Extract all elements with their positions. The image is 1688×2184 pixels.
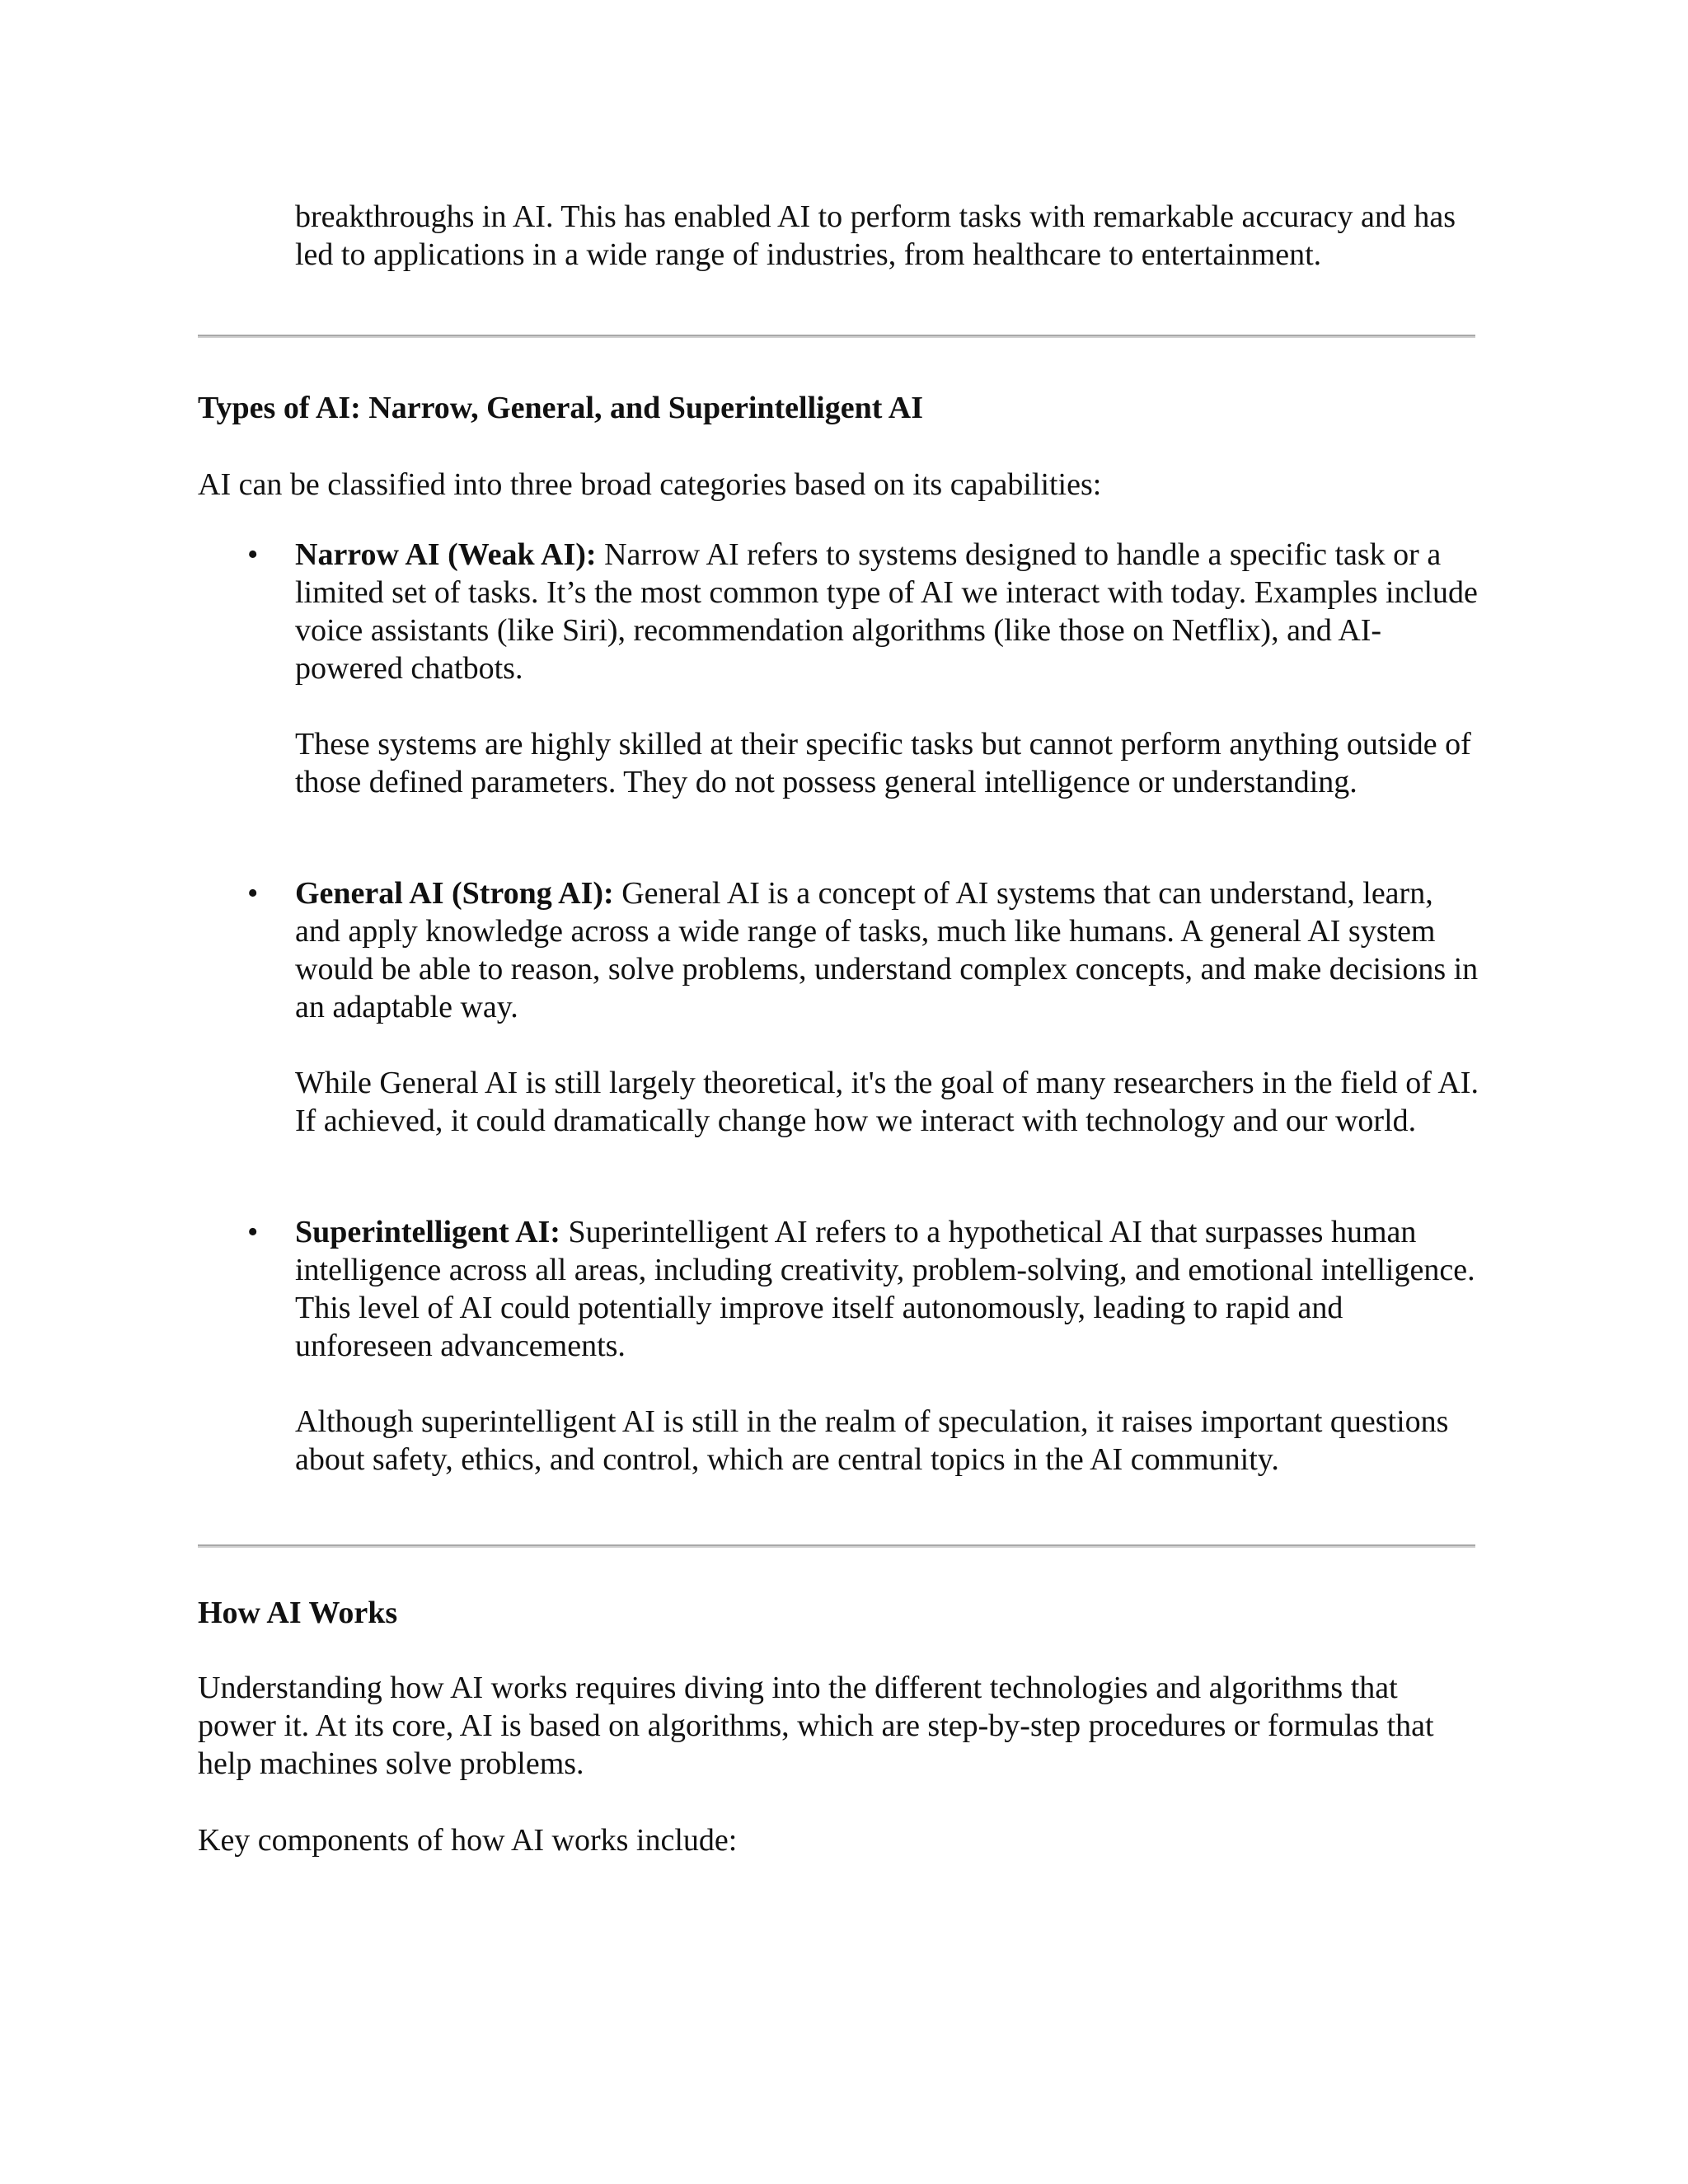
- list-item-paragraph: [295, 874, 1484, 1026]
- list-item-followup: Although superintelligent AI is still in the realm of speculation, it raises important questions about safety, ethics, and control, which are central topics in the AI community.: [295, 1404, 1449, 1477]
- intro-continuation-paragraph: [295, 198, 1482, 274]
- types-lead-paragraph: [198, 466, 1484, 504]
- list-item-followup: While General AI is still largely theoretical, it's the goal of many researchers in the field of AI. If achieved, it could dramatically change how we interact with technology and our world.: [295, 1066, 1479, 1138]
- horizontal-divider: [198, 1544, 1475, 1548]
- bullet-icon: •: [247, 537, 259, 572]
- bullet-icon: •: [247, 1215, 259, 1249]
- key-components-lead: [198, 1821, 1484, 1859]
- list-item-body: [295, 536, 1484, 801]
- list-item-term: General AI (Strong AI):: [295, 876, 614, 911]
- list-item-description: Narrow AI refers to systems designed to handle a specific task or a limited set of tasks. It’s the most common type of AI we interact with today. Examples include voice assistants (like Siri), recommendation algorithms (like those on Netflix), and AI-powered chatbots.: [295, 537, 1478, 686]
- list-item-term: Narrow AI (Weak AI):: [295, 537, 597, 572]
- horizontal-divider: [198, 335, 1475, 338]
- list-item-paragraph: [295, 536, 1484, 687]
- list-item-term: Superintelligent AI:: [295, 1215, 560, 1249]
- intro-continuation-text: breakthroughs in AI. This has enabled AI to perform tasks with remarkable accuracy and has led to applications in a wide range of industries, from healthcare to entertainment.: [295, 199, 1456, 272]
- list-item-followup: These systems are highly skilled at their specific tasks but cannot perform anything outside of those defined parameters. They do not possess general intelligence or understanding.: [295, 727, 1471, 799]
- types-lead-text: AI can be classified into three broad categories based on its capabilities:: [198, 467, 1102, 502]
- list-item-paragraph: [295, 1213, 1484, 1365]
- list-item-body: [295, 874, 1484, 1140]
- bullet-icon: •: [247, 876, 259, 911]
- how-ai-works-text: Understanding how AI works requires diving into the different technologies and algorithms that power it. At its core, AI is based on algorithms, which are step-by-step procedures or formulas that help machines solve problems.: [198, 1671, 1434, 1781]
- how-ai-works-paragraph: [198, 1669, 1484, 1783]
- list-item-description: General AI is a concept of AI systems that can understand, learn, and apply knowledge across a wide range of tasks, much like humans. A general AI system would be able to reason, solve problems, understand complex concepts, and make decisions in an adaptable way.: [295, 876, 1479, 1024]
- list-item-body: [295, 1213, 1484, 1479]
- section-heading-types: Types of AI: Narrow, General, and Superintelligent AI: [198, 391, 924, 425]
- section-heading-how-ai-works: How AI Works: [198, 1596, 398, 1630]
- list-item-description: Superintelligent AI refers to a hypothetical AI that surpasses human intelligence across all areas, including creativity, problem-solving, and emotional intelligence. This level of AI could potentially improve itself autonomously, leading to rapid and unforeseen advancements.: [295, 1215, 1475, 1363]
- key-components-text: Key components of how AI works include:: [198, 1823, 738, 1858]
